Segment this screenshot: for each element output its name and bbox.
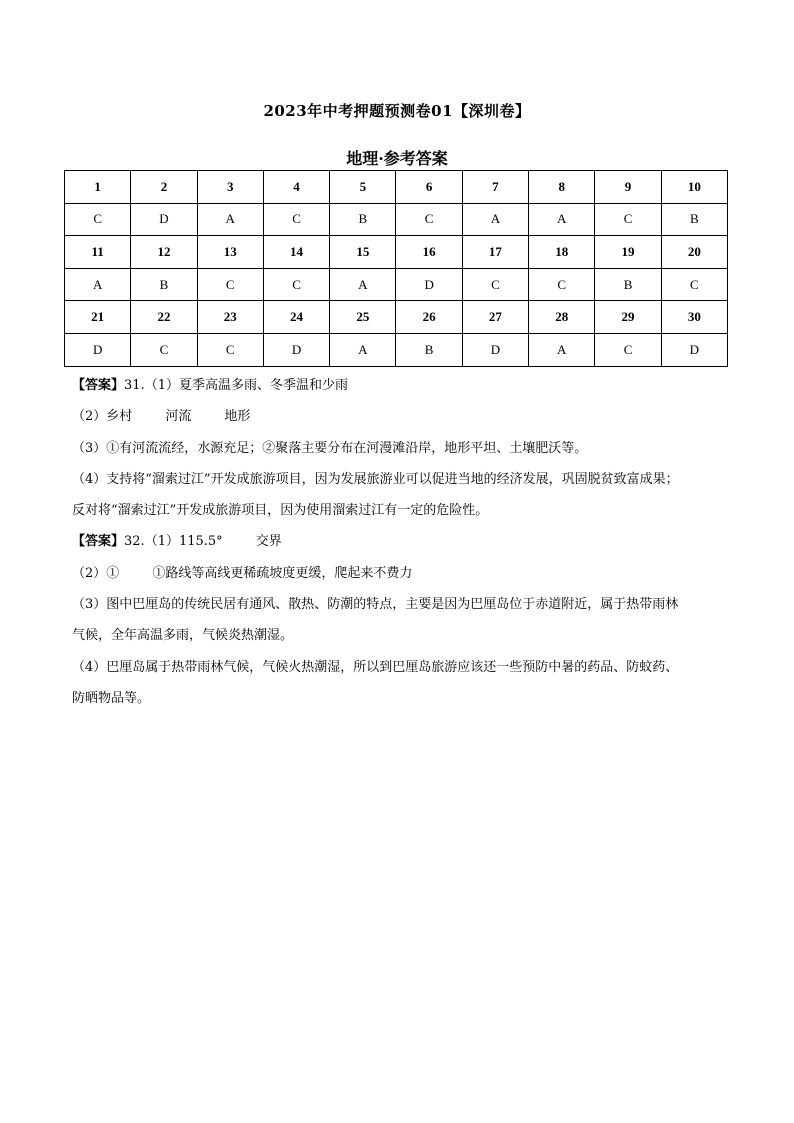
question-number-cell: 25 xyxy=(330,301,396,334)
answer-cell: C xyxy=(529,268,595,301)
question-number-cell: 6 xyxy=(396,171,462,204)
answer-cell: C xyxy=(263,203,329,236)
answer-cell: D xyxy=(263,333,329,366)
q31-line-5: 反对将“溜索过江”开发成旅游项目，因为使用溜索过江有一定的危险性。 xyxy=(72,503,489,519)
question-number-cell: 26 xyxy=(396,301,462,334)
q32-line-3: （3）图中巴厘岛的传统民居有通风、散热、防潮的特点，主要是因为巴厘岛位于赤道附近，属于热带雨林 xyxy=(72,597,679,613)
answer-cell: C xyxy=(462,268,528,301)
answer-cell: C xyxy=(197,268,263,301)
answer-row xyxy=(65,203,728,236)
question-number-cell: 11 xyxy=(65,236,131,269)
page-title: 2023年中考押题预测卷01【深圳卷】 xyxy=(263,102,531,120)
question-number-cell: 24 xyxy=(263,301,329,334)
question-number-cell: 28 xyxy=(529,301,595,334)
answer-cell: D xyxy=(65,333,131,366)
q32-line-5: （4）巴厘岛属于热带雨林气候，气候火热潮湿，所以到巴厘岛旅游应该还一些预防中暑的药品、防蚊药、 xyxy=(72,659,679,675)
answer-cell: D xyxy=(661,333,727,366)
question-number-cell: 7 xyxy=(462,171,528,204)
question-number-cell: 23 xyxy=(197,301,263,334)
question-number-cell: 8 xyxy=(529,171,595,204)
answer-table xyxy=(64,170,728,367)
question-number-cell: 5 xyxy=(330,171,396,204)
answer-cell: B xyxy=(396,333,462,366)
question-number-cell: 14 xyxy=(263,236,329,269)
answer-label: 【答案】 xyxy=(72,534,125,550)
answer-cell: C xyxy=(595,333,661,366)
answer-cell: A xyxy=(529,203,595,236)
answer-cell: D xyxy=(131,203,197,236)
answer-cell: B xyxy=(595,268,661,301)
q31-line-4: （4）支持将“溜索过江”开发成旅游项目，因为发展旅游业可以促进当地的经济发展，巩固脱贫致富成果； xyxy=(72,471,679,487)
q32-line-4: 气候，全年高温多雨，气候炎热潮湿。 xyxy=(72,628,294,644)
q31-text: 31.（1）夏季高温多雨、冬季温和少雨 xyxy=(124,378,348,393)
answer-cell: B xyxy=(131,268,197,301)
q31-line-3: （3）①有河流流经，水源充足；②聚落主要分布在河漫滩沿岸，地形平坦、土壤肥沃等。 xyxy=(72,440,588,456)
q32-line-1 xyxy=(72,526,732,557)
answer-cell: A xyxy=(65,268,131,301)
answer-row xyxy=(65,333,728,366)
question-number-cell: 27 xyxy=(462,301,528,334)
answer-cell: C xyxy=(197,333,263,366)
answer-content xyxy=(72,370,732,714)
q32-line-2: （2）① ①路线等高线更稀疏坡度更缓，爬起来不费力 xyxy=(72,565,413,581)
question-number-cell: 12 xyxy=(131,236,197,269)
question-number-cell: 22 xyxy=(131,301,197,334)
answer-cell: C xyxy=(595,203,661,236)
question-number-cell: 4 xyxy=(263,171,329,204)
question-number-cell: 13 xyxy=(197,236,263,269)
question-number-cell: 15 xyxy=(330,236,396,269)
answer-cell: C xyxy=(661,268,727,301)
question-number-cell: 17 xyxy=(462,236,528,269)
question-number-row xyxy=(65,171,728,204)
answer-cell: C xyxy=(65,203,131,236)
answer-cell: C xyxy=(263,268,329,301)
question-number-row xyxy=(65,301,728,334)
question-number-cell: 29 xyxy=(595,301,661,334)
question-number-cell: 30 xyxy=(661,301,727,334)
q31-line-1 xyxy=(72,370,732,401)
question-number-cell: 3 xyxy=(197,171,263,204)
q32-line-6: 防晒物品等。 xyxy=(72,690,151,706)
question-number-cell: 18 xyxy=(529,236,595,269)
q32-text: 32.（1）115.5° 交界 xyxy=(124,534,282,550)
answer-cell: A xyxy=(197,203,263,236)
answer-cell: A xyxy=(330,333,396,366)
answer-label: 【答案】 xyxy=(72,378,125,393)
page-subtitle: 地理·参考答案 xyxy=(346,149,448,168)
q31-line-2: （2）乡村 河流 地形 xyxy=(72,409,251,425)
question-number-row xyxy=(65,236,728,269)
question-number-cell: 2 xyxy=(131,171,197,204)
answer-cell: B xyxy=(661,203,727,236)
answer-cell: C xyxy=(396,203,462,236)
question-number-cell: 21 xyxy=(65,301,131,334)
question-number-cell: 19 xyxy=(595,236,661,269)
answer-cell: D xyxy=(462,333,528,366)
question-number-cell: 9 xyxy=(595,171,661,204)
answer-cell: C xyxy=(131,333,197,366)
question-number-cell: 1 xyxy=(65,171,131,204)
question-number-cell: 20 xyxy=(661,236,727,269)
question-number-cell: 16 xyxy=(396,236,462,269)
answer-row xyxy=(65,268,728,301)
answer-cell: B xyxy=(330,203,396,236)
answer-cell: D xyxy=(396,268,462,301)
answer-cell: A xyxy=(529,333,595,366)
answer-cell: A xyxy=(330,268,396,301)
question-number-cell: 10 xyxy=(661,171,727,204)
answer-cell: A xyxy=(462,203,528,236)
